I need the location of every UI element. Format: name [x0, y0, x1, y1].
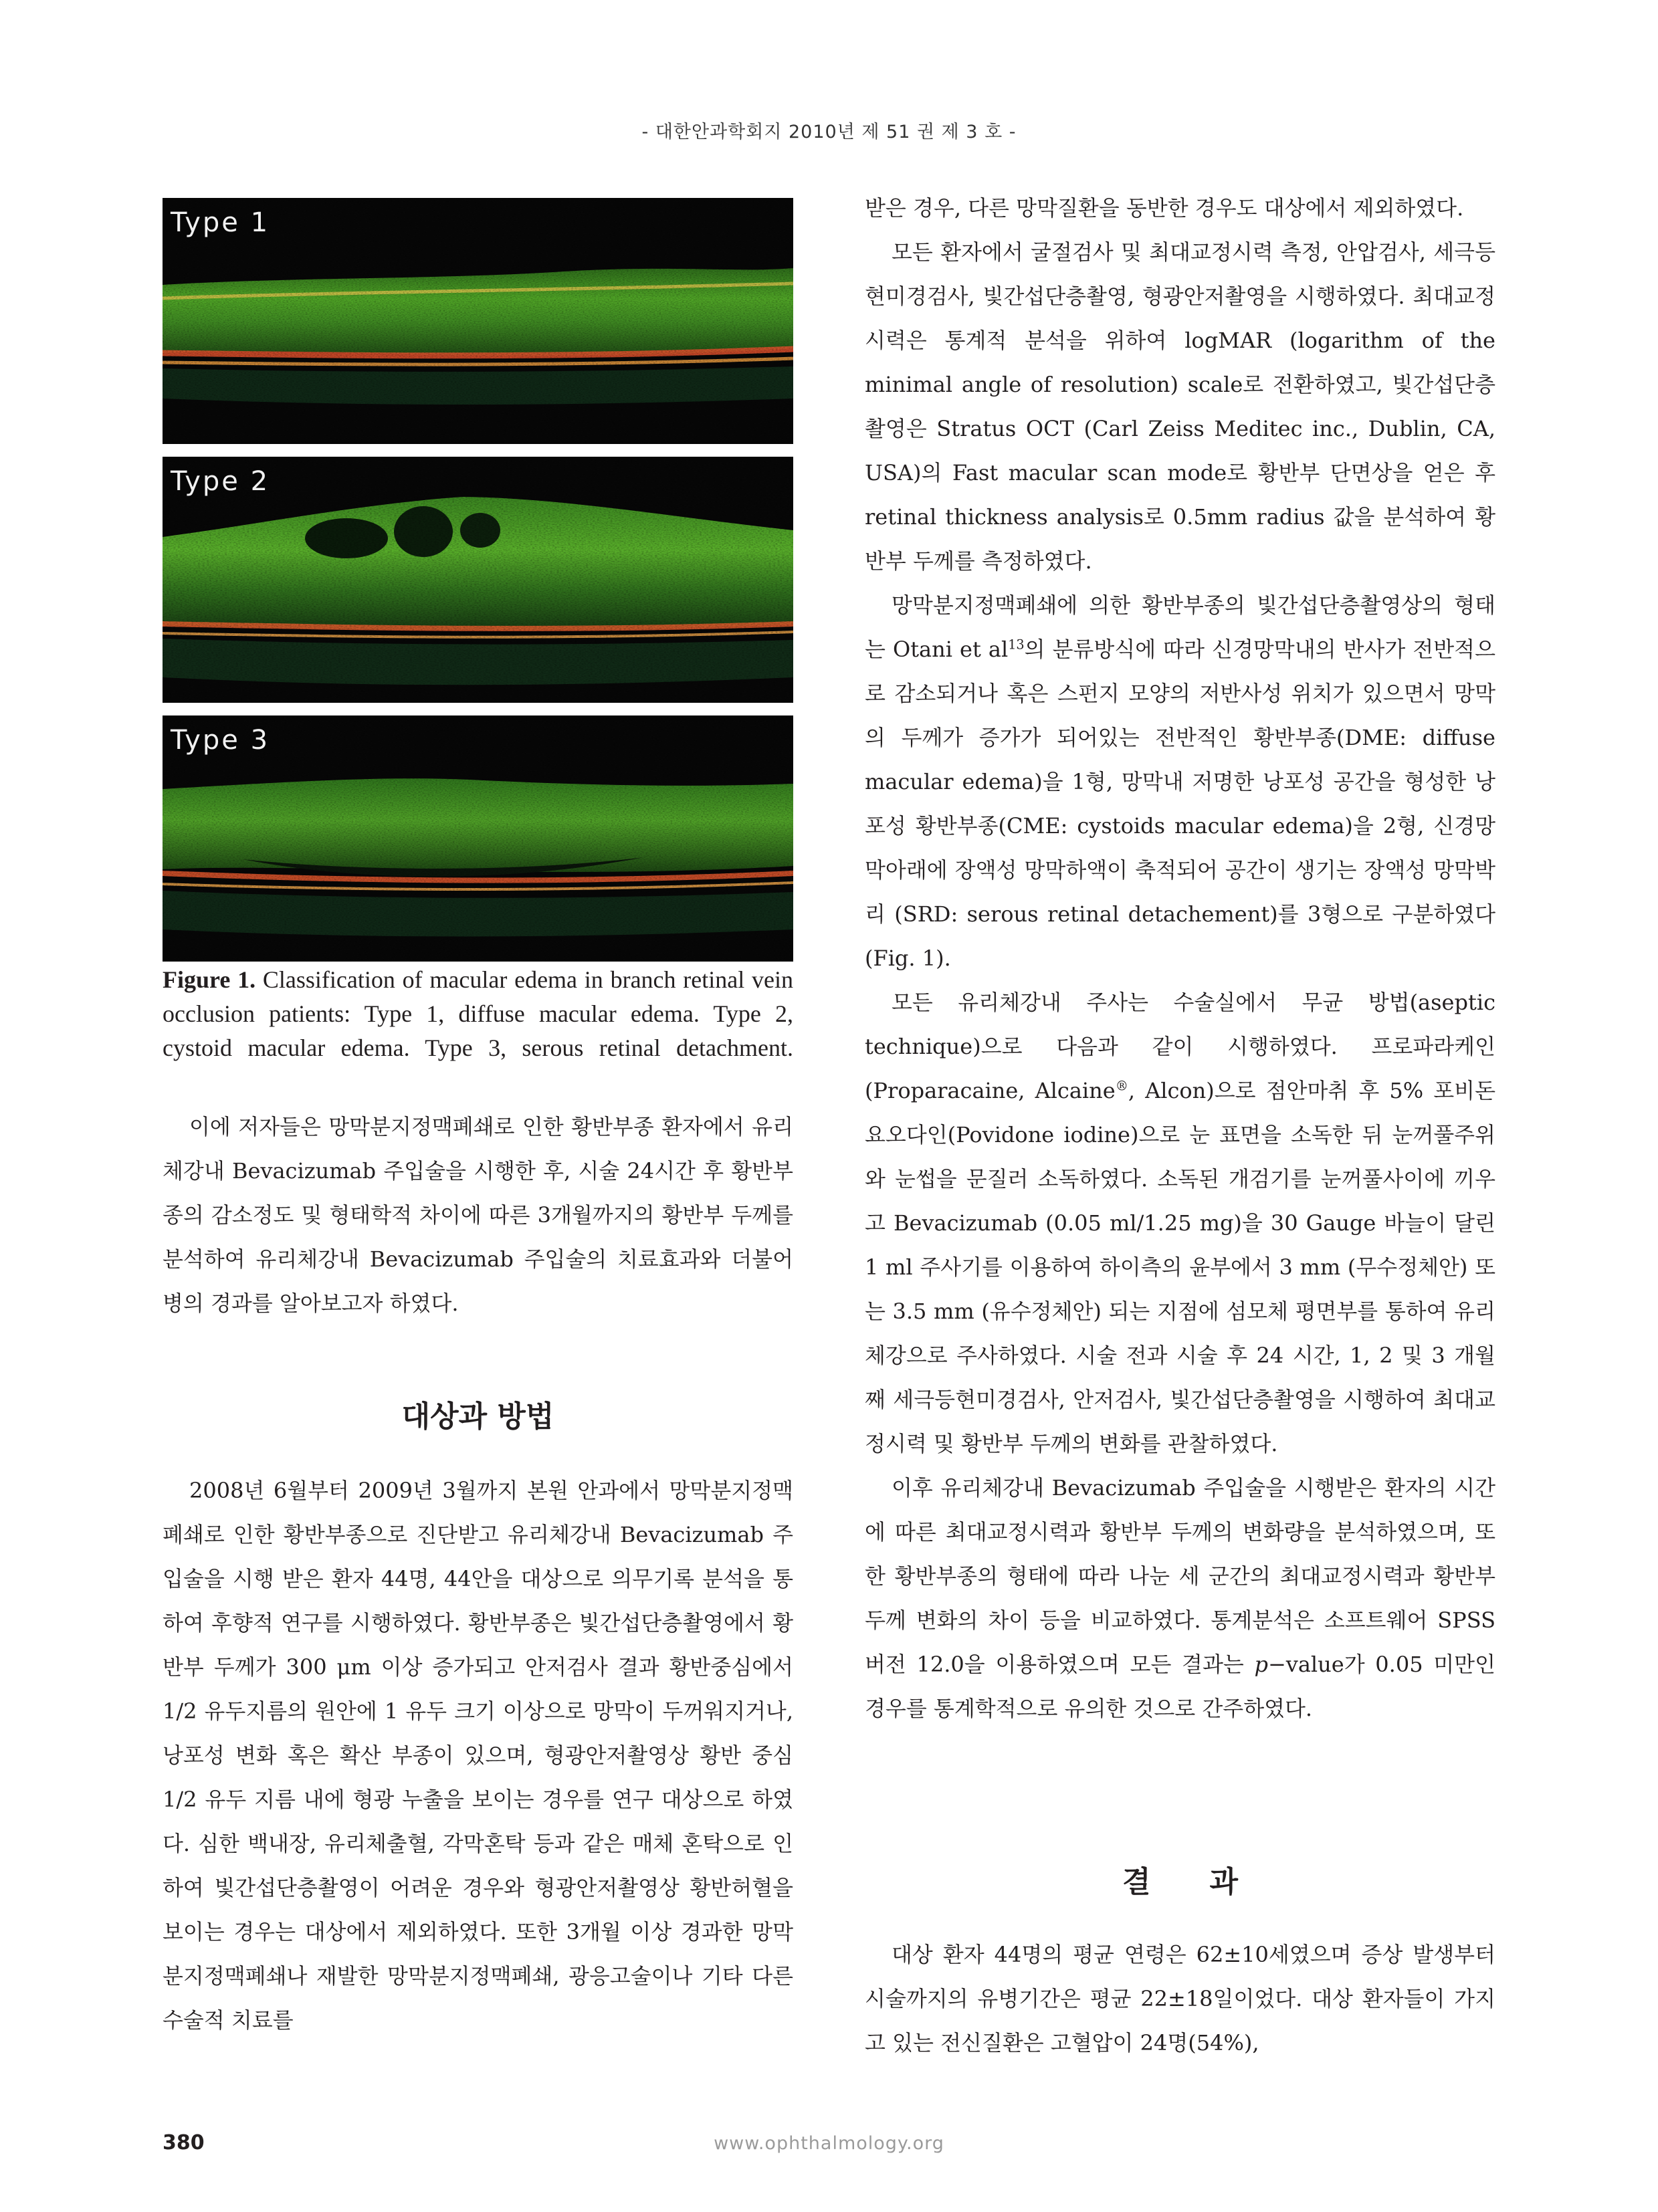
figure-caption-text: Classification of macular edema in branch retinal vein occlusion patients: Type 1, diffuse macular edema. Type 2, cystoid macular edema. Type 3, serous retinal detachment. [163, 966, 794, 1061]
figure-caption [163, 963, 793, 1065]
intro-paragraph: 이에 저자들은 망막분지정맥폐쇄로 인한 황반부종 환자에서 유리체강내 Bevacizumab 주입술을 시행한 후, 시술 24시간 후 황반부종의 감소정도 및 형태학적 차이에 따른 3개월까지의 황반부 두께를 분석하여 유리체강내 Bevacizumab 주입술의 치료효과와 더불어 병의 경과를 알아보고자 하였다. [163, 1114, 793, 1316]
left-intro [163, 1105, 793, 1325]
p-value-symbol: p [1254, 1652, 1268, 1677]
right-column-text [865, 186, 1495, 1731]
paragraph-statistics [865, 1466, 1495, 1731]
p4-text-a: 모든 유리체강내 주사는 수술실에서 무균 방법(aseptic technique)으로 다음과 같이 시행하였다. 프로파라케인 (Proparacaine, Alcaine [865, 990, 1495, 1103]
page-number: 380 [163, 2131, 205, 2154]
paragraph-injection [865, 980, 1495, 1466]
p4-text-b: , Alcon)으로 점안마취 후 5% 포비돈 요오다인(Povidone iodine)으로 눈 표면을 소독한 뒤 눈꺼풀주위와 눈썹을 문질러 소독하였다. 소독된 개검기를 눈꺼풀사이에 끼우고 Bevacizumab (0.05 ml/1.25 mg)을 30 Gauge 바늘이 달린 1 ml 주사기를 이용하여 하이측의 윤부에서 3 mm (무수정체안) 또는 3.5 mm (유수정체안) 되는 지점에 섬모체 평면부를 통하여 유리체강으로 주사하였다. 시술 전과 시술 후 24 시간, 1, 2 및 3 개월 째 세극등현미경검사, 안저검사, 빛간섭단층촬영을 시행하여 최대교정시력 및 황반부 두께의 변화를 관찰하였다. [865, 1078, 1496, 1456]
methods-paragraph: 2008년 6월부터 2009년 3월까지 본원 안과에서 망막분지정맥폐쇄로 인한 황반부종으로 진단받고 유리체강내 Bevacizumab 주입술을 시행 받은 환자 44명, 44안을 대상으로 의무기록 분석을 통하여 후향적 연구를 시행하였다. 황반부종은 빛간섭단층촬영에서 황반부 두께가 300 μm 이상 증가되고 안저검사 결과 황반중심에서 1/2 유두지름의 원안에 1 유두 크기 이상으로 망막이 두꺼워지거나, 낭포성 변화 혹은 확산 부종이 있으며, 형광안저촬영상 황반 중심 1/2 유두 지름 내에 형광 누출을 보이는 경우를 연구 대상으로 하였다. 심한 백내장, 유리체출혈, 각막혼탁 등과 같은 매체 혼탁으로 인하여 빛간섭단층촬영이 어려운 경우와 형광안저촬영상 황반허혈을 보이는 경우는 대상에서 제외하였다. 또한 3개월 이상 경과한 망막분지정맥폐쇄나 재발한 망막분지정맥폐쇄, 광응고술이나 기타 다른 수술적 치료를 [163, 1478, 793, 2033]
p3-text-b: 의 분류방식에 따라 신경망막내의 반사가 전반적으로 감소되거나 혹은 스펀지 모양의 저반사성 위치가 있으면서 망막의 두께가 증가가 되어있는 전반적인 황반부종(DME: diffuse macular edema)을 1형, 망막내 저명한 낭포성 공간을 형성한 낭포성 황반부종(CME: cystoids macular edema)을 2형, 신경망막아래에 장액성 망막하액이 축적되어 공간이 생기는 장액성 망막박리 (SRD: serous retinal detachement)를 3형으로 구분하였다(Fig. 1). [865, 637, 1495, 971]
section-heading-methods: 대상과 방법 [401, 1400, 554, 1434]
panel-label: Type 1 [171, 207, 270, 238]
oct-panel-type-2 [163, 457, 793, 703]
registered-mark: ® [1115, 1078, 1128, 1094]
oct-panel-type-3 [163, 715, 793, 962]
paragraph-examinations: 모든 환자에서 굴절검사 및 최대교정시력 측정, 안압검사, 세극등현미경검사, 빛간섭단층촬영, 형광안저촬영을 시행하였다. 최대교정시력은 통계적 분석을 위하여 logMAR (logarithm of the minimal angle of resolution) scale로 전환하였고, 빛간섭단층촬영은 Stratus OCT (Carl Zeiss Meditec inc., Dublin, CA, USA)의 Fast macular scan mode로 황반부 단면상을 얻은 후 retinal thickness analysis로 0.5mm radius 값을 분석하여 황반부 두께를 측정하였다. [865, 239, 1495, 574]
panel-label: Type 3 [171, 725, 270, 756]
figure-1 [163, 198, 793, 974]
p5-text-b: −value가 0.05 미만인 경우를 통계학적으로 유의한 것으로 간주하였다. [865, 1652, 1495, 1721]
figure-caption-label: Figure 1. [163, 966, 256, 993]
footer-url: www.ophthalmology.org [714, 2133, 944, 2154]
left-methods [163, 1468, 793, 2042]
p5-text-a: 이후 유리체강내 Bevacizumab 주입술을 시행받은 환자의 시간에 따른 최대교정시력과 황반부 두께의 변화량을 분석하였으며, 또한 황반부종의 형태에 따라 나눈 세 군간의 최대교정시력과 황반부 두께 변화의 차이 등을 비교하였다. 통계분석은 소프트웨어 SPSS 버전 12.0을 이용하였으며 모든 결과는 [865, 1475, 1495, 1677]
reference-13: 13 [1008, 637, 1025, 653]
running-header: - 대한안과학회지 2010년 제 51 권 제 3 호 - [641, 122, 1017, 142]
results-paragraph: 대상 환자 44명의 평균 연령은 62±10세였으며 증상 발생부터 시술까지의 유병기간은 평균 22±18일이었다. 대상 환자들이 가지고 있는 전신질환은 고혈압이 24명(54%), [865, 1942, 1495, 2056]
paragraph-exclusion-cont: 받은 경우, 다른 망막질환을 동반한 경우도 대상에서 제외하였다. [865, 195, 1464, 221]
paragraph-oct-classification [865, 583, 1495, 980]
panel-label: Type 2 [171, 466, 270, 497]
p3-text-a: 망막분지정맥폐쇄에 의한 황반부종의 빛간섭단층촬영상의 형태는 Otani et al [865, 592, 1495, 662]
oct-panel-type-1 [163, 198, 793, 444]
section-heading-results: 결 과 [1122, 1865, 1238, 1899]
right-results [865, 1932, 1495, 2065]
